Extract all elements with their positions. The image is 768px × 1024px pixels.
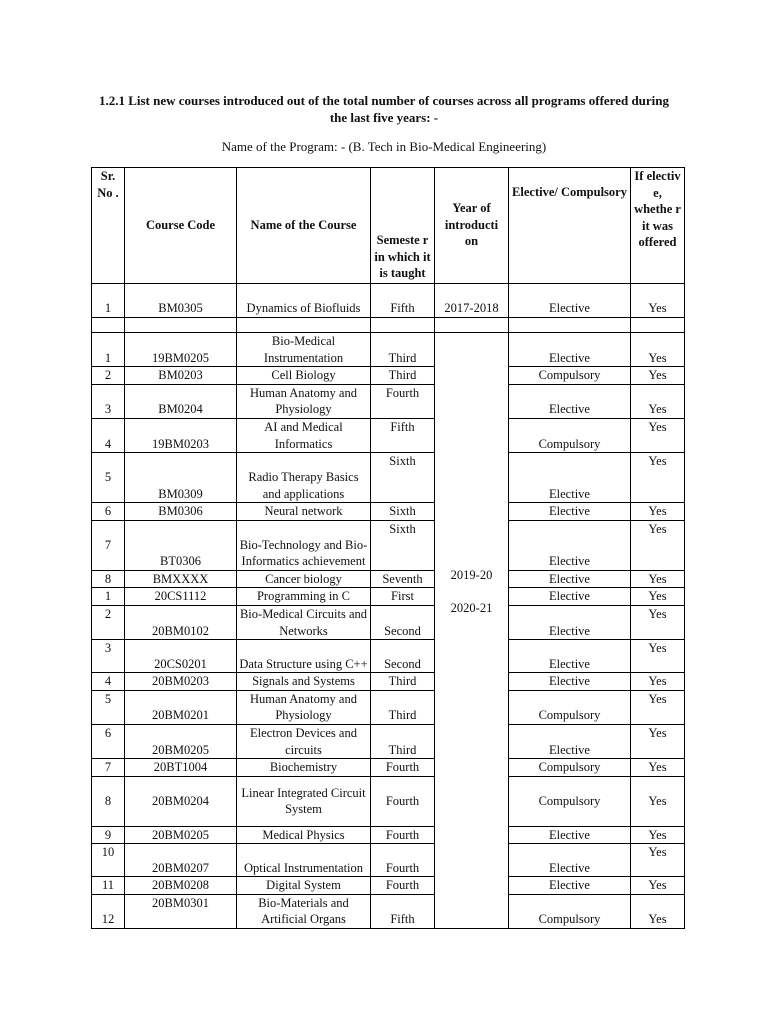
- cell-offered: Yes: [631, 724, 685, 758]
- cell-sem: Third: [371, 673, 435, 691]
- table-row: [92, 759, 685, 777]
- cell-name: Medical Physics: [237, 826, 371, 844]
- cell-offered: Yes: [631, 367, 685, 385]
- cell-code: 19BM0205: [125, 333, 237, 367]
- header-course-name: Name of the Course: [237, 168, 371, 284]
- cell-name: Bio-Materials and Artificial Organs: [237, 894, 371, 928]
- cell-name: Programming in C: [237, 588, 371, 606]
- cell-type: Elective: [509, 877, 631, 895]
- cell-type: Elective: [509, 503, 631, 521]
- header-course-code: Course Code: [125, 168, 237, 284]
- cell-offered: Yes: [631, 453, 685, 503]
- cell-sr: 1: [92, 333, 125, 367]
- table-row: [92, 877, 685, 895]
- cell-type: Elective: [509, 673, 631, 691]
- cell-offered: Yes: [631, 588, 685, 606]
- courses-table: [91, 167, 685, 929]
- cell-sr: 5: [92, 453, 125, 503]
- cell-sem: First: [371, 588, 435, 606]
- cell-sem: Second: [371, 640, 435, 673]
- table-row: [92, 673, 685, 691]
- cell-name: Dynamics of Biofluids: [237, 284, 371, 318]
- cell-code: 20CS1112: [125, 588, 237, 606]
- cell-name: Bio-Medical Circuits and Networks: [237, 605, 371, 639]
- cell-sem: Sixth: [371, 520, 435, 570]
- cell-type: Elective: [509, 588, 631, 606]
- cell-sem: Fourth: [371, 384, 435, 418]
- cell-sem: Fourth: [371, 759, 435, 777]
- cell-sem: Seventh: [371, 570, 435, 588]
- cell-year-merged: [435, 333, 509, 929]
- cell-offered: Yes: [631, 844, 685, 877]
- cell-sem: Fifth: [371, 418, 435, 452]
- cell-code: 19BM0203: [125, 418, 237, 452]
- cell-code: 20BT1004: [125, 759, 237, 777]
- cell-offered: Yes: [631, 605, 685, 639]
- cell-sem: Second: [371, 605, 435, 639]
- cell-code: BM0203: [125, 367, 237, 385]
- cell-type: Compulsory: [509, 776, 631, 826]
- cell-sr: 7: [92, 520, 125, 570]
- cell-sr: 1: [92, 588, 125, 606]
- cell-code: 20BM0205: [125, 724, 237, 758]
- cell-name: Optical Instrumentation: [237, 844, 371, 877]
- cell-type: Elective: [509, 384, 631, 418]
- cell-sr: 6: [92, 724, 125, 758]
- cell-sem: Third: [371, 333, 435, 367]
- cell-code: 20BM0203: [125, 673, 237, 691]
- table-row: [92, 333, 685, 367]
- table-row: [92, 605, 685, 639]
- cell-type: Elective: [509, 605, 631, 639]
- cell-code: 20BM0207: [125, 844, 237, 877]
- cell-offered: Yes: [631, 776, 685, 826]
- table-row: [92, 367, 685, 385]
- cell-sr: 12: [92, 894, 125, 928]
- cell-type: Compulsory: [509, 367, 631, 385]
- cell-type: Compulsory: [509, 690, 631, 724]
- cell-name: Biochemistry: [237, 759, 371, 777]
- cell-type: Elective: [509, 333, 631, 367]
- cell-sem: Fourth: [371, 826, 435, 844]
- cell-sem: Sixth: [371, 453, 435, 503]
- table-row: [92, 690, 685, 724]
- spacer-row: [92, 318, 685, 333]
- cell-offered: Yes: [631, 759, 685, 777]
- cell-sem: Fourth: [371, 844, 435, 877]
- cell-sem: Third: [371, 724, 435, 758]
- cell-code: 20CS0201: [125, 640, 237, 673]
- cell-type: Compulsory: [509, 894, 631, 928]
- cell-offered: Yes: [631, 520, 685, 570]
- cell-sem: Fifth: [371, 894, 435, 928]
- table-row: [92, 284, 685, 318]
- table-row: [92, 640, 685, 673]
- table-row: [92, 826, 685, 844]
- cell-name: AI and Medical Informatics: [237, 418, 371, 452]
- cell-code: 20BM0201: [125, 690, 237, 724]
- cell-code: 20BM0301: [125, 894, 237, 928]
- cell-code: BM0305: [125, 284, 237, 318]
- table-row: [92, 570, 685, 588]
- cell-offered: Yes: [631, 384, 685, 418]
- cell-offered: Yes: [631, 673, 685, 691]
- cell-type: Elective: [509, 826, 631, 844]
- cell-code: 20BM0205: [125, 826, 237, 844]
- program-name: Name of the Program: - (B. Tech in Bio-Medical Engineering): [221, 139, 547, 154]
- cell-code: 20BM0102: [125, 605, 237, 639]
- header-sr-no: Sr. No .: [92, 168, 125, 284]
- cell-name: Linear Integrated Circuit System: [237, 776, 371, 826]
- header-semester: Semeste r in which it is taught: [371, 168, 435, 284]
- cell-sr: 3: [92, 640, 125, 673]
- header-elective-compulsory: Elective/ Compulsory: [509, 168, 631, 284]
- cell-offered: Yes: [631, 877, 685, 895]
- table-row: [92, 384, 685, 418]
- cell-sr: 5: [92, 690, 125, 724]
- cell-offered: Yes: [631, 690, 685, 724]
- cell-sem: Third: [371, 690, 435, 724]
- cell-type: Elective: [509, 844, 631, 877]
- cell-sem: Fourth: [371, 776, 435, 826]
- cell-type: Elective: [509, 284, 631, 318]
- cell-name: Cancer biology: [237, 570, 371, 588]
- cell-name: Digital System: [237, 877, 371, 895]
- table-row: [92, 520, 685, 570]
- cell-sem: Sixth: [371, 503, 435, 521]
- cell-code: BM0306: [125, 503, 237, 521]
- cell-sr: 2: [92, 605, 125, 639]
- cell-offered: Yes: [631, 894, 685, 928]
- table-row: [92, 844, 685, 877]
- cell-name: Human Anatomy and Physiology: [237, 384, 371, 418]
- cell-code: 20BM0204: [125, 776, 237, 826]
- cell-offered: Yes: [631, 570, 685, 588]
- table-row: [92, 776, 685, 826]
- cell-type: Elective: [509, 570, 631, 588]
- cell-sr: 2: [92, 367, 125, 385]
- cell-sr: 3: [92, 384, 125, 418]
- cell-name: Radio Therapy Basics and applications: [237, 453, 371, 503]
- table-row: [92, 894, 685, 928]
- table-header-row: [92, 168, 685, 284]
- table-row: [92, 503, 685, 521]
- cell-code: BMXXXX: [125, 570, 237, 588]
- cell-name: Electron Devices and circuits: [237, 724, 371, 758]
- cell-offered: Yes: [631, 333, 685, 367]
- cell-code: BM0309: [125, 453, 237, 503]
- cell-offered: Yes: [631, 284, 685, 318]
- header-offered: If electiv e, whethe r it was offered: [631, 168, 685, 284]
- cell-year: 2017-2018: [435, 284, 509, 318]
- cell-sem: Third: [371, 367, 435, 385]
- cell-name: Bio-Medical Instrumentation: [237, 333, 371, 367]
- cell-type: Elective: [509, 520, 631, 570]
- cell-sr: 4: [92, 673, 125, 691]
- cell-offered: Yes: [631, 640, 685, 673]
- year-label-2019: 2019-20: [450, 568, 493, 582]
- cell-code: BT0306: [125, 520, 237, 570]
- cell-sr: 10: [92, 844, 125, 877]
- header-year: Year of introducti on: [435, 168, 509, 284]
- year-label-2020: 2020-21: [450, 601, 493, 615]
- cell-offered: Yes: [631, 418, 685, 452]
- cell-offered: Yes: [631, 826, 685, 844]
- cell-name: Human Anatomy and Physiology: [237, 690, 371, 724]
- cell-type: Compulsory: [509, 418, 631, 452]
- table-row: [92, 588, 685, 606]
- cell-sr: 4: [92, 418, 125, 452]
- cell-type: Elective: [509, 724, 631, 758]
- cell-code: BM0204: [125, 384, 237, 418]
- cell-sr: 1: [92, 284, 125, 318]
- cell-sem: Fifth: [371, 284, 435, 318]
- cell-code: 20BM0208: [125, 877, 237, 895]
- cell-sr: 7: [92, 759, 125, 777]
- cell-name: Data Structure using C++: [237, 640, 371, 673]
- cell-sr: 9: [92, 826, 125, 844]
- cell-sr: 6: [92, 503, 125, 521]
- cell-type: Elective: [509, 453, 631, 503]
- table-row: [92, 418, 685, 452]
- cell-sem: Fourth: [371, 877, 435, 895]
- cell-name: Bio-Technology and Bio-Informatics achievement: [237, 520, 371, 570]
- cell-type: Compulsory: [509, 759, 631, 777]
- cell-offered: Yes: [631, 503, 685, 521]
- document-heading: 1.2.1 List new courses introduced out of the total number of courses across all programs offered during the last five years: -: [98, 93, 670, 125]
- cell-name: Cell Biology: [237, 367, 371, 385]
- table-row: [92, 453, 685, 503]
- cell-sr: 8: [92, 776, 125, 826]
- table-row: [92, 724, 685, 758]
- cell-name: Signals and Systems: [237, 673, 371, 691]
- cell-sr: 11: [92, 877, 125, 895]
- cell-name: Neural network: [237, 503, 371, 521]
- cell-sr: 8: [92, 570, 125, 588]
- cell-type: Elective: [509, 640, 631, 673]
